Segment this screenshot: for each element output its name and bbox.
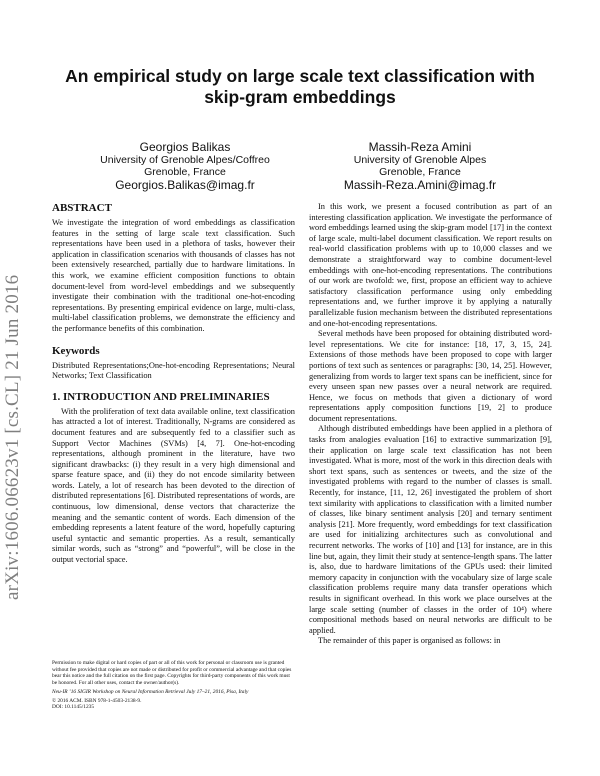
permission-notice: Permission to make digital or hard copies of part or all of this work for personal or classroom use is granted without fee provided that copies are not made or distributed for profit or commercial advantage and that copies bear this notice and the full citation on the first page. Copyrights for third-party components of this work must be honored. For all other uses, contact the owner/author(s). (52, 660, 292, 687)
abstract-text: We investigate the integration of word embeddings as classification features in the setting of large scale text classification. Such representations have been used in a plethora of tasks, however their application in classification scenarios with thousands of classes has not been extensively researched, partially due to hardware limitations. In this work, we examine efficient composition functions to obtain document-level from word-level embeddings and we subsequently investigate their combination with the traditional one-hot-encoding representations. By presenting empirical evidence on large, multi-class, multi-label classification problems, we demonstrate the efficiency and the performance benefits of this combination. (52, 218, 295, 333)
arxiv-stamp-text: arXiv:1606.06623v1 [cs.CL] 21 Jun 2016 (2, 274, 23, 600)
author-block-1 (80, 140, 290, 192)
title-line-2: skip-gram embeddings (204, 87, 396, 107)
right-paragraph-2: Several methods have been proposed for obtaining distributed word-level representations. We cite for instance: [18, 17, 3, 15, 24]. Extensions of those methods have been proposed to cope with larger portions of text such as sentences or paragraphs: [30, 14, 25]. However, generalizing from words to larger text spans can be inefficient, since for every unseen span new passes over a neural network are required. Hence, we focus on methods that given a dictionary of word representations apply composition functions [19, 2] to produce document representations. (309, 329, 552, 423)
author-location: Grenoble, France (379, 166, 461, 178)
author-affiliation: University of Grenoble Alpes (353, 154, 487, 166)
doi-line: DOI: 10.1145/1235 (52, 704, 95, 711)
author-email: Georgios.Balikas@imag.fr (115, 178, 255, 192)
keywords-heading: Keywords (52, 344, 100, 357)
venue-line: Neu-IR ’16 SIGIR Workshop on Neural Information Retrieval July 17–21, 2016, Pisa, Italy (52, 688, 249, 695)
left-column (52, 202, 295, 566)
intro-paragraph-1: With the proliferation of text data available online, text classification has attracted a lot of interest. Traditionally, N-grams are considered as document features and are subsequently fed to a classifier such as Support Vector Machines (SVMs) [4, 7]. One-hot-encoding representations, although prominent in the literature, have two significant drawbacks: (i) they result in a very high dimensional and sparse feature space, and (ii) they do not encode similarity between words. Lately, a lot of research has been devoted to the direction of distributed representations [6]. Distributed representations of words, are continuous, low dimensional, dense vectors that characterize the meaning and the semantic content of words. Each dimension of the embedding represents a latent feature of the word, hopefully capturing useful syntactic and semantic properties. As a result, semantically similar words, such as “strong” and “powerful”, will be close in the output vectorial space. (52, 406, 295, 565)
right-paragraph-1: In this work, we present a focused contribution as part of an interesting classification application. We investigate the performance of word embeddings learned using the skip-gram model [17] in the context of large scale, multi-label document classification. We report results on real-world classification problems with up to 10,000 classes and we demonstrate a straightforward way to combine document-level embeddings with one-hot-encoding representations. The contributions of our work are twofold: we, first, propose an efficient way to achieve satisfactory classification performance using only embedding representations and, we further improve it by applying a naturally parallelizable fusion mechanism between the distributed representations and one-hot-encoding representations. (309, 202, 552, 328)
paper-title (50, 66, 550, 108)
copyright-footnote (52, 660, 292, 711)
copyright-line: © 2016 ACM. ISBN 978-1-4503-2138-9. (52, 697, 142, 704)
author-location: Grenoble, France (144, 166, 226, 178)
title-line-1: An empirical study on large scale text classification with (65, 66, 535, 86)
right-paragraph-4: The remainder of this paper is organised as follows: in (318, 636, 501, 646)
section-1-heading: 1. INTRODUCTION AND PRELIMINARIES (52, 390, 270, 403)
author-email: Massih-Reza.Amini@imag.fr (343, 178, 497, 192)
author-block-2 (315, 140, 525, 192)
keywords-text: Distributed Representations;One-hot-encoding Representations; Neural Networks; Text Classification (52, 360, 295, 381)
right-column (309, 202, 552, 647)
abstract-heading: ABSTRACT (52, 202, 112, 214)
author-name: Massih-Reza Amini (368, 140, 472, 154)
right-paragraph-3: Although distributed embeddings have been applied in a plethora of tasks from analogies evaluation [16] to extractive summarization [9], their application on large scale text classification has not been investigated. What is more, most of the work in this direction deals with short text spans, such as sentences or tweets, and the size of the investigated problems with regard to the number of classes is small. Recently, for instance, [11, 12, 26] investigated the problem of short text similarity with applications to classification with a limited number of classes, like binary sentiment analysis [20] and ternary sentiment analysis [21]. More frequently, word embeddings for text classification are used for initializing architectures such as convolutional and recurrent networks. The works of [10] and [13] for instance, are in this line but, again, they limit their study at sentence-length spans. The latter is, also, due to hardware limitations of the GPUs used: their limited memory capacity in conjunction with the vocabulary size of large scale classification problems require many data transfer operations which results in significant overhead. In this work we place ourselves at the large scale setting (number of classes in the order of 10⁴) where compositional methods based on neural networks are difficult to be applied. (309, 424, 552, 635)
author-name: Georgios Balikas (139, 140, 231, 154)
author-affiliation: University of Grenoble Alpes/Coffreo (100, 154, 270, 166)
